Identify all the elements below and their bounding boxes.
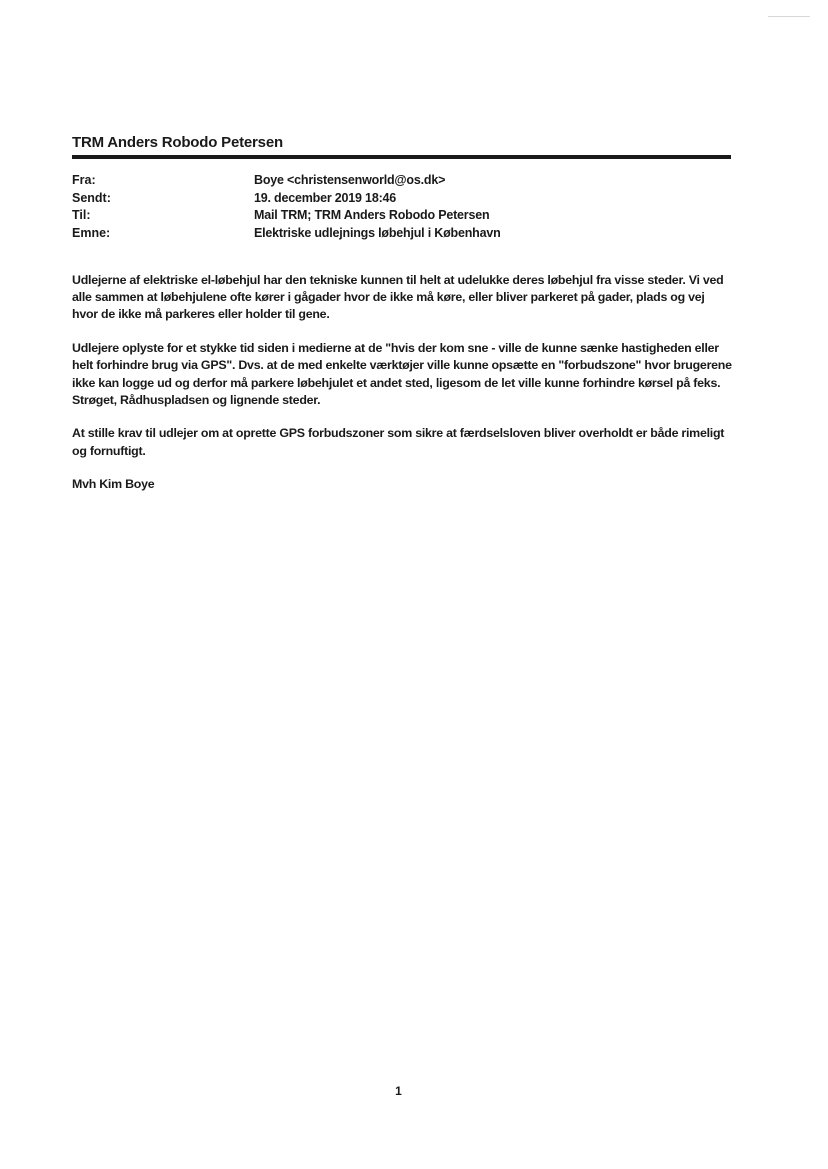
signature: Mvh Kim Boye <box>72 477 155 492</box>
meta-row-sent <box>72 190 732 208</box>
page-number: 1 <box>395 1084 402 1098</box>
heading-rule <box>72 155 731 159</box>
meta-row-to <box>72 207 732 225</box>
email-header-block <box>72 172 732 242</box>
to-value: Mail TRM; TRM Anders Robodo Petersen <box>254 208 490 222</box>
subject-label: Emne: <box>72 225 111 240</box>
body-paragraph: Udlejere oplyste for et stykke tid siden i medierne at de "hvis der kom sne - ville de kunne sænke hastigheden eller helt forhindre brug via GPS". Dvs. at de med enkelte værktøjer ville kunne opsætte en "forbudszone" hvor brugerene ikke kan logge ud og derfor må parkere løbehjulet et andet sted, ligesom de let ville kunne forhindre kørsel på feks. Strøget, Rådhuspladsen og lignende steder. <box>72 341 732 407</box>
from-value: Boye <christensenworld@os.dk> <box>254 173 446 187</box>
from-label: Fra: <box>72 173 96 187</box>
to-label: Til: <box>72 208 91 222</box>
sent-value: 19. december 2019 18:46 <box>254 190 397 205</box>
meta-row-subject <box>72 225 732 243</box>
body-paragraph: At stille krav til udlejer om at oprette GPS forbudszoner som sikre at færdselsloven bliver overholdt er både rimeligt og fornuftigt. <box>72 426 725 458</box>
meta-row-from <box>72 172 732 190</box>
email-body <box>72 272 732 510</box>
sent-label: Sendt: <box>72 190 111 205</box>
scan-mark <box>768 16 810 17</box>
subject-value: Elektriske udlejnings løbehjul i København <box>254 225 501 240</box>
body-paragraph: Udlejerne af elektriske el-løbehjul har den tekniske kunnen til helt at udelukke deres løbehjul fra visse steder. Vi ved alle sammen at løbehjulene ofte kører i gågader hvor de ikke må køre, eller bliver parkeret på gader, plads og vej hvor de ikke må parkeres eller holder til gene. <box>72 273 724 322</box>
email-owner-heading: TRM Anders Robodo Petersen <box>72 134 283 151</box>
